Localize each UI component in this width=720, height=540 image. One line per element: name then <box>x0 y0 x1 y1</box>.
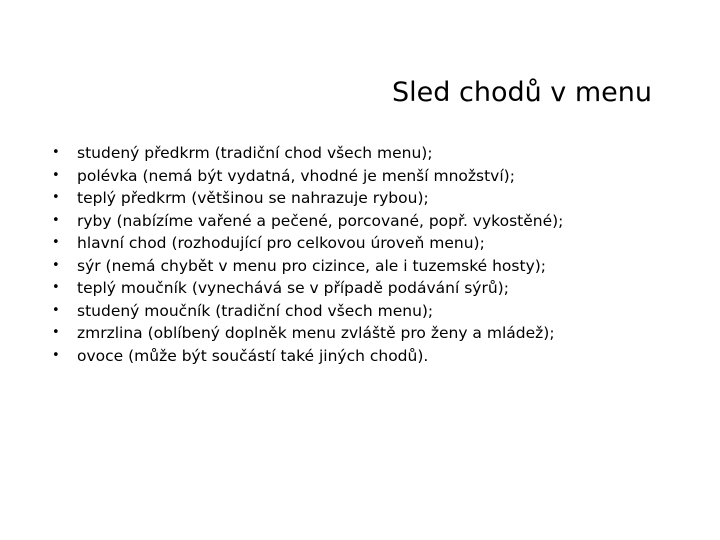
bullet-icon: • <box>52 167 60 183</box>
bullet-icon: • <box>52 325 60 340</box>
bullet-icon: • <box>52 280 60 295</box>
bullet-icon: • <box>52 212 60 228</box>
list-item-text: zmrzlina (oblíbený doplněk menu zvláště pro ženy a mládež); <box>77 324 555 342</box>
list-item-text: ovoce (může být součástí také jiných chodů). <box>77 346 429 365</box>
list-item <box>52 232 712 255</box>
bullet-icon: • <box>52 190 60 205</box>
list-item <box>52 187 712 210</box>
list-item <box>52 277 712 300</box>
list-item-text: sýr (nemá chybět v menu pro cizince, ale i tuzemské hosty); <box>77 256 547 275</box>
bullet-list <box>52 142 712 367</box>
list-item <box>52 165 712 188</box>
bullet-icon: • <box>52 347 60 363</box>
list-item-text: ryby (nabízíme vařené a pečené, porcované, popř. vykostěné); <box>77 211 564 230</box>
list-item <box>52 210 712 233</box>
list-item <box>52 345 712 368</box>
list-item-text: teplý moučník (vynechává se v případě podávání sýrů); <box>77 279 509 297</box>
slide-title: Sled chodů v menu <box>392 77 652 108</box>
list-item <box>52 142 712 165</box>
list-item <box>52 322 712 345</box>
list-item <box>52 300 712 323</box>
list-item-text: teplý předkrm (většinou se nahrazuje rybou); <box>77 189 429 207</box>
bullet-icon: • <box>52 145 60 160</box>
list-item-text: hlavní chod (rozhodující pro celkovou úroveň menu); <box>77 234 485 252</box>
list-item-text: studený moučník (tradiční chod všech menu); <box>77 301 434 320</box>
bullet-icon: • <box>52 257 60 273</box>
bullet-icon: • <box>52 302 60 318</box>
list-item-text: studený předkrm (tradiční chod všech menu); <box>77 144 433 162</box>
bullet-icon: • <box>52 235 60 250</box>
list-item <box>52 255 712 278</box>
list-item-text: polévka (nemá být vydatná, vhodné je menší množství); <box>77 166 515 185</box>
